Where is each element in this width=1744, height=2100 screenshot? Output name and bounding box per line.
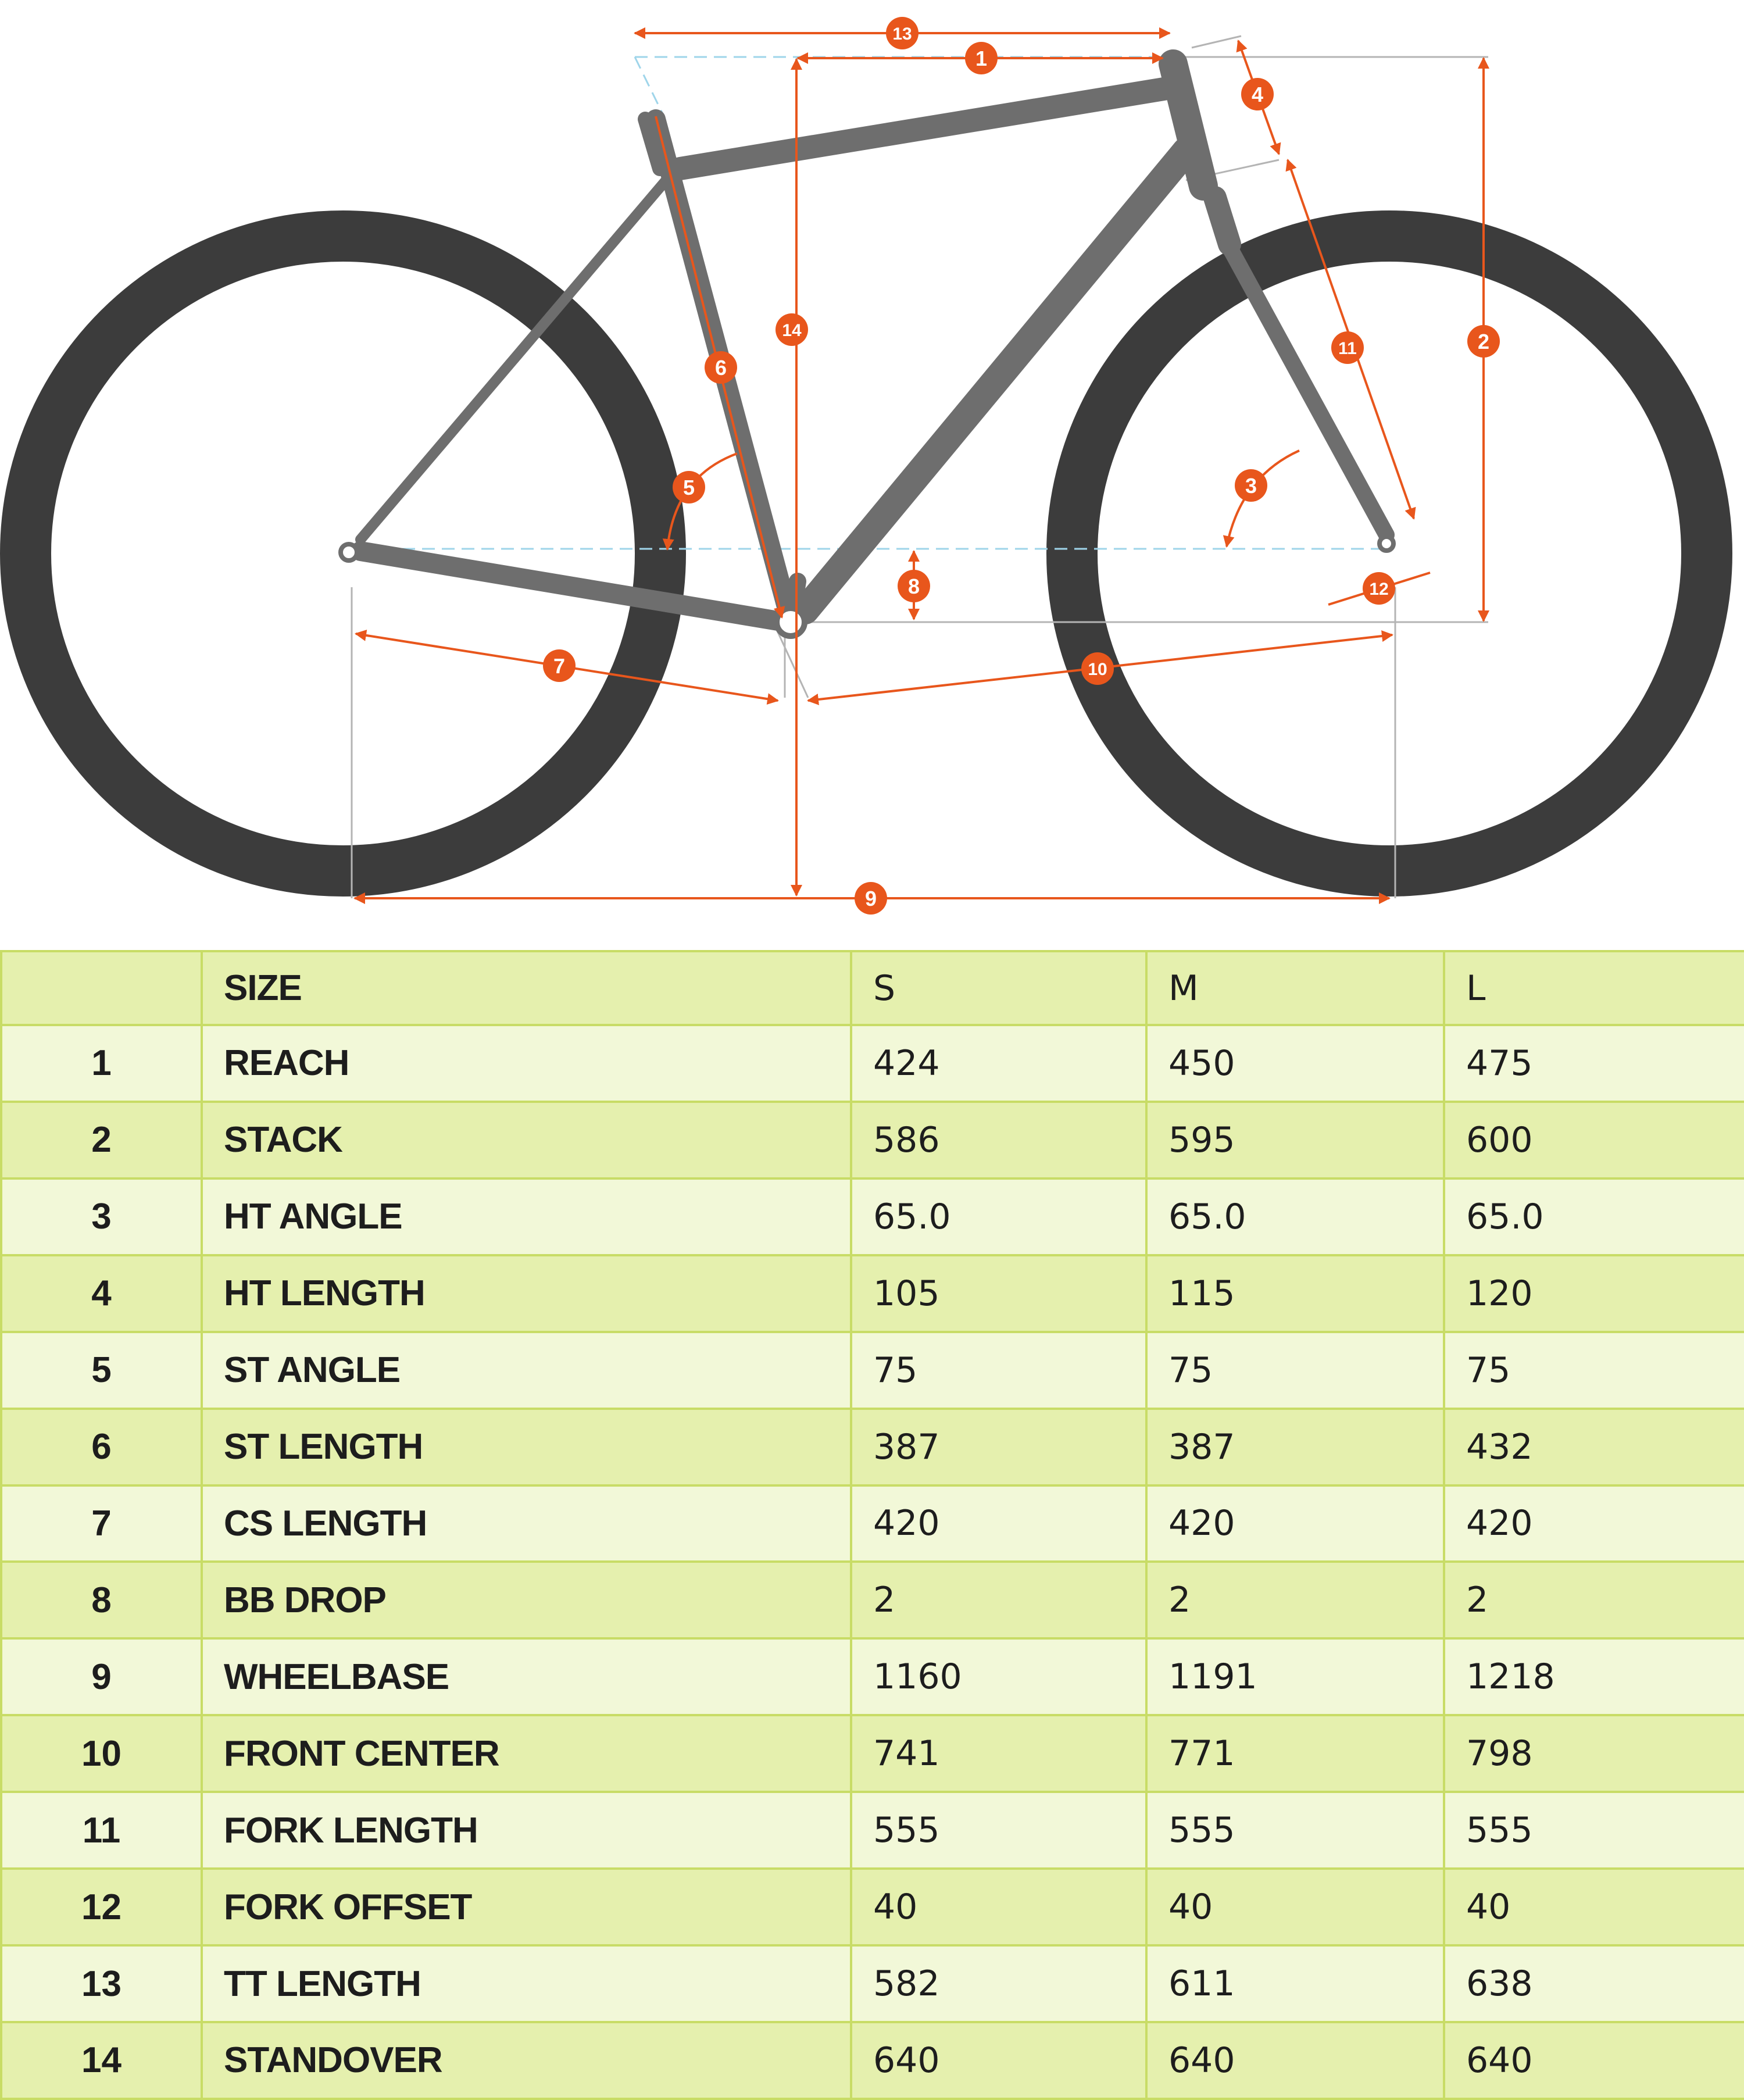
- row-number: 9: [1, 1638, 202, 1715]
- marker-11: [1331, 331, 1364, 364]
- svg-text:11: 11: [1338, 339, 1357, 358]
- marker-5: [673, 471, 705, 503]
- row-label: WHEELBASE: [202, 1638, 851, 1715]
- row-value: 387: [1146, 1409, 1444, 1485]
- table-row: [1, 1025, 1744, 1102]
- header-size-label: SIZE: [202, 951, 851, 1025]
- rear-dropout: [341, 544, 357, 560]
- svg-text:8: 8: [907, 574, 920, 598]
- row-value: 2: [851, 1562, 1146, 1638]
- row-label: STANDOVER: [202, 2022, 851, 2099]
- top-tube: [680, 87, 1174, 169]
- table-row: [1, 1715, 1744, 1792]
- row-value: 741: [851, 1715, 1146, 1792]
- svg-text:12: 12: [1369, 580, 1389, 599]
- row-number: 4: [1, 1255, 202, 1332]
- row-value: 638: [1444, 1945, 1744, 2022]
- front-wheel-tire: [1072, 236, 1707, 871]
- row-label: HT ANGLE: [202, 1178, 851, 1255]
- row-label: ST ANGLE: [202, 1332, 851, 1409]
- svg-text:5: 5: [682, 476, 695, 499]
- svg-text:2: 2: [1477, 330, 1490, 353]
- row-value: 432: [1444, 1409, 1744, 1485]
- header-size-s: S: [851, 951, 1146, 1025]
- table-row: [1, 1409, 1744, 1485]
- row-value: 420: [1444, 1485, 1744, 1562]
- row-value: 450: [1146, 1025, 1444, 1102]
- row-value: 2: [1146, 1562, 1444, 1638]
- row-value: 582: [851, 1945, 1146, 2022]
- row-number: 11: [1, 1792, 202, 1869]
- row-number: 12: [1, 1869, 202, 1945]
- row-label: ST LENGTH: [202, 1409, 851, 1485]
- table-row: [1, 1792, 1744, 1869]
- row-value: 771: [1146, 1715, 1444, 1792]
- marker-12: [1363, 572, 1395, 605]
- row-value: 65.0: [1146, 1178, 1444, 1255]
- bike-frame: [360, 64, 1389, 622]
- row-value: 40: [1444, 1869, 1744, 1945]
- svg-text:7: 7: [553, 654, 566, 678]
- row-value: 640: [1146, 2022, 1444, 2099]
- header-size-l: L: [1444, 951, 1744, 1025]
- row-number: 13: [1, 1945, 202, 2022]
- row-value: 611: [1146, 1945, 1444, 2022]
- marker-14: [775, 313, 808, 346]
- row-label: BB DROP: [202, 1562, 851, 1638]
- row-value: 115: [1146, 1255, 1444, 1332]
- row-number: 5: [1, 1332, 202, 1409]
- svg-text:3: 3: [1245, 474, 1257, 498]
- marker-13: [886, 17, 919, 49]
- row-number: 6: [1, 1409, 202, 1485]
- row-value: 1218: [1444, 1638, 1744, 1715]
- geometry-table-header: [1, 951, 1744, 1025]
- row-value: 75: [1146, 1332, 1444, 1409]
- row-value: 420: [1146, 1485, 1444, 1562]
- row-number: 8: [1, 1562, 202, 1638]
- marker-6: [705, 351, 737, 384]
- marker-9: [855, 882, 887, 915]
- row-number: 3: [1, 1178, 202, 1255]
- bike-geometry-svg: [0, 0, 1744, 930]
- row-label: HT LENGTH: [202, 1255, 851, 1332]
- marker-7: [543, 649, 576, 682]
- svg-text:4: 4: [1251, 83, 1264, 106]
- row-value: 2: [1444, 1562, 1744, 1638]
- table-row: [1, 2022, 1744, 2099]
- svg-text:1: 1: [975, 47, 988, 70]
- chainstay: [360, 551, 785, 622]
- row-number: 2: [1, 1102, 202, 1178]
- table-row: [1, 1332, 1744, 1409]
- table-row: [1, 1255, 1744, 1332]
- row-value: 1160: [851, 1638, 1146, 1715]
- marker-8: [898, 570, 930, 602]
- svg-text:9: 9: [864, 887, 877, 910]
- svg-text:10: 10: [1088, 660, 1107, 679]
- bike-geometry-diagram: [0, 0, 1744, 930]
- row-value: 40: [1146, 1869, 1444, 1945]
- row-value: 640: [851, 2022, 1146, 2099]
- svg-text:14: 14: [782, 321, 802, 340]
- row-value: 65.0: [851, 1178, 1146, 1255]
- row-value: 65.0: [1444, 1178, 1744, 1255]
- marker-2: [1467, 325, 1500, 358]
- row-label: FRONT CENTER: [202, 1715, 851, 1792]
- row-label: STACK: [202, 1102, 851, 1178]
- svg-text:6: 6: [714, 356, 727, 380]
- row-label: FORK OFFSET: [202, 1869, 851, 1945]
- table-row: [1, 1945, 1744, 2022]
- table-row: [1, 1869, 1744, 1945]
- svg-text:13: 13: [892, 24, 912, 44]
- row-value: 798: [1444, 1715, 1744, 1792]
- table-header-row: [1, 951, 1744, 1025]
- row-value: 105: [851, 1255, 1146, 1332]
- row-value: 555: [1146, 1792, 1444, 1869]
- table-row: [1, 1485, 1744, 1562]
- row-number: 7: [1, 1485, 202, 1562]
- marker-1: [965, 42, 998, 74]
- row-label: CS LENGTH: [202, 1485, 851, 1562]
- row-value: 40: [851, 1869, 1146, 1945]
- marker-4: [1241, 78, 1274, 110]
- row-value: 640: [1444, 2022, 1744, 2099]
- front-dropout: [1380, 537, 1393, 551]
- row-value: 75: [1444, 1332, 1744, 1409]
- row-value: 387: [851, 1409, 1146, 1485]
- row-label: FORK LENGTH: [202, 1792, 851, 1869]
- row-label: REACH: [202, 1025, 851, 1102]
- geometry-table: [0, 950, 1744, 2100]
- header-size-m: M: [1146, 951, 1444, 1025]
- row-value: 555: [1444, 1792, 1744, 1869]
- row-value: 424: [851, 1025, 1146, 1102]
- row-value: 1191: [1146, 1638, 1444, 1715]
- table-row: [1, 1638, 1744, 1715]
- row-number: 14: [1, 2022, 202, 2099]
- row-number: 10: [1, 1715, 202, 1792]
- table-row: [1, 1562, 1744, 1638]
- row-label: TT LENGTH: [202, 1945, 851, 2022]
- table-row: [1, 1102, 1744, 1178]
- row-value: 420: [851, 1485, 1146, 1562]
- row-value: 555: [851, 1792, 1146, 1869]
- row-value: 595: [1146, 1102, 1444, 1178]
- geometry-table-body: [1, 1025, 1744, 2099]
- marker-10: [1081, 652, 1114, 685]
- row-value: 75: [851, 1332, 1146, 1409]
- row-value: 600: [1444, 1102, 1744, 1178]
- header-num-cell: [1, 951, 202, 1025]
- row-value: 586: [851, 1102, 1146, 1178]
- row-value: 120: [1444, 1255, 1744, 1332]
- table-row: [1, 1178, 1744, 1255]
- row-value: 475: [1444, 1025, 1744, 1102]
- row-number: 1: [1, 1025, 202, 1102]
- marker-3: [1235, 469, 1267, 502]
